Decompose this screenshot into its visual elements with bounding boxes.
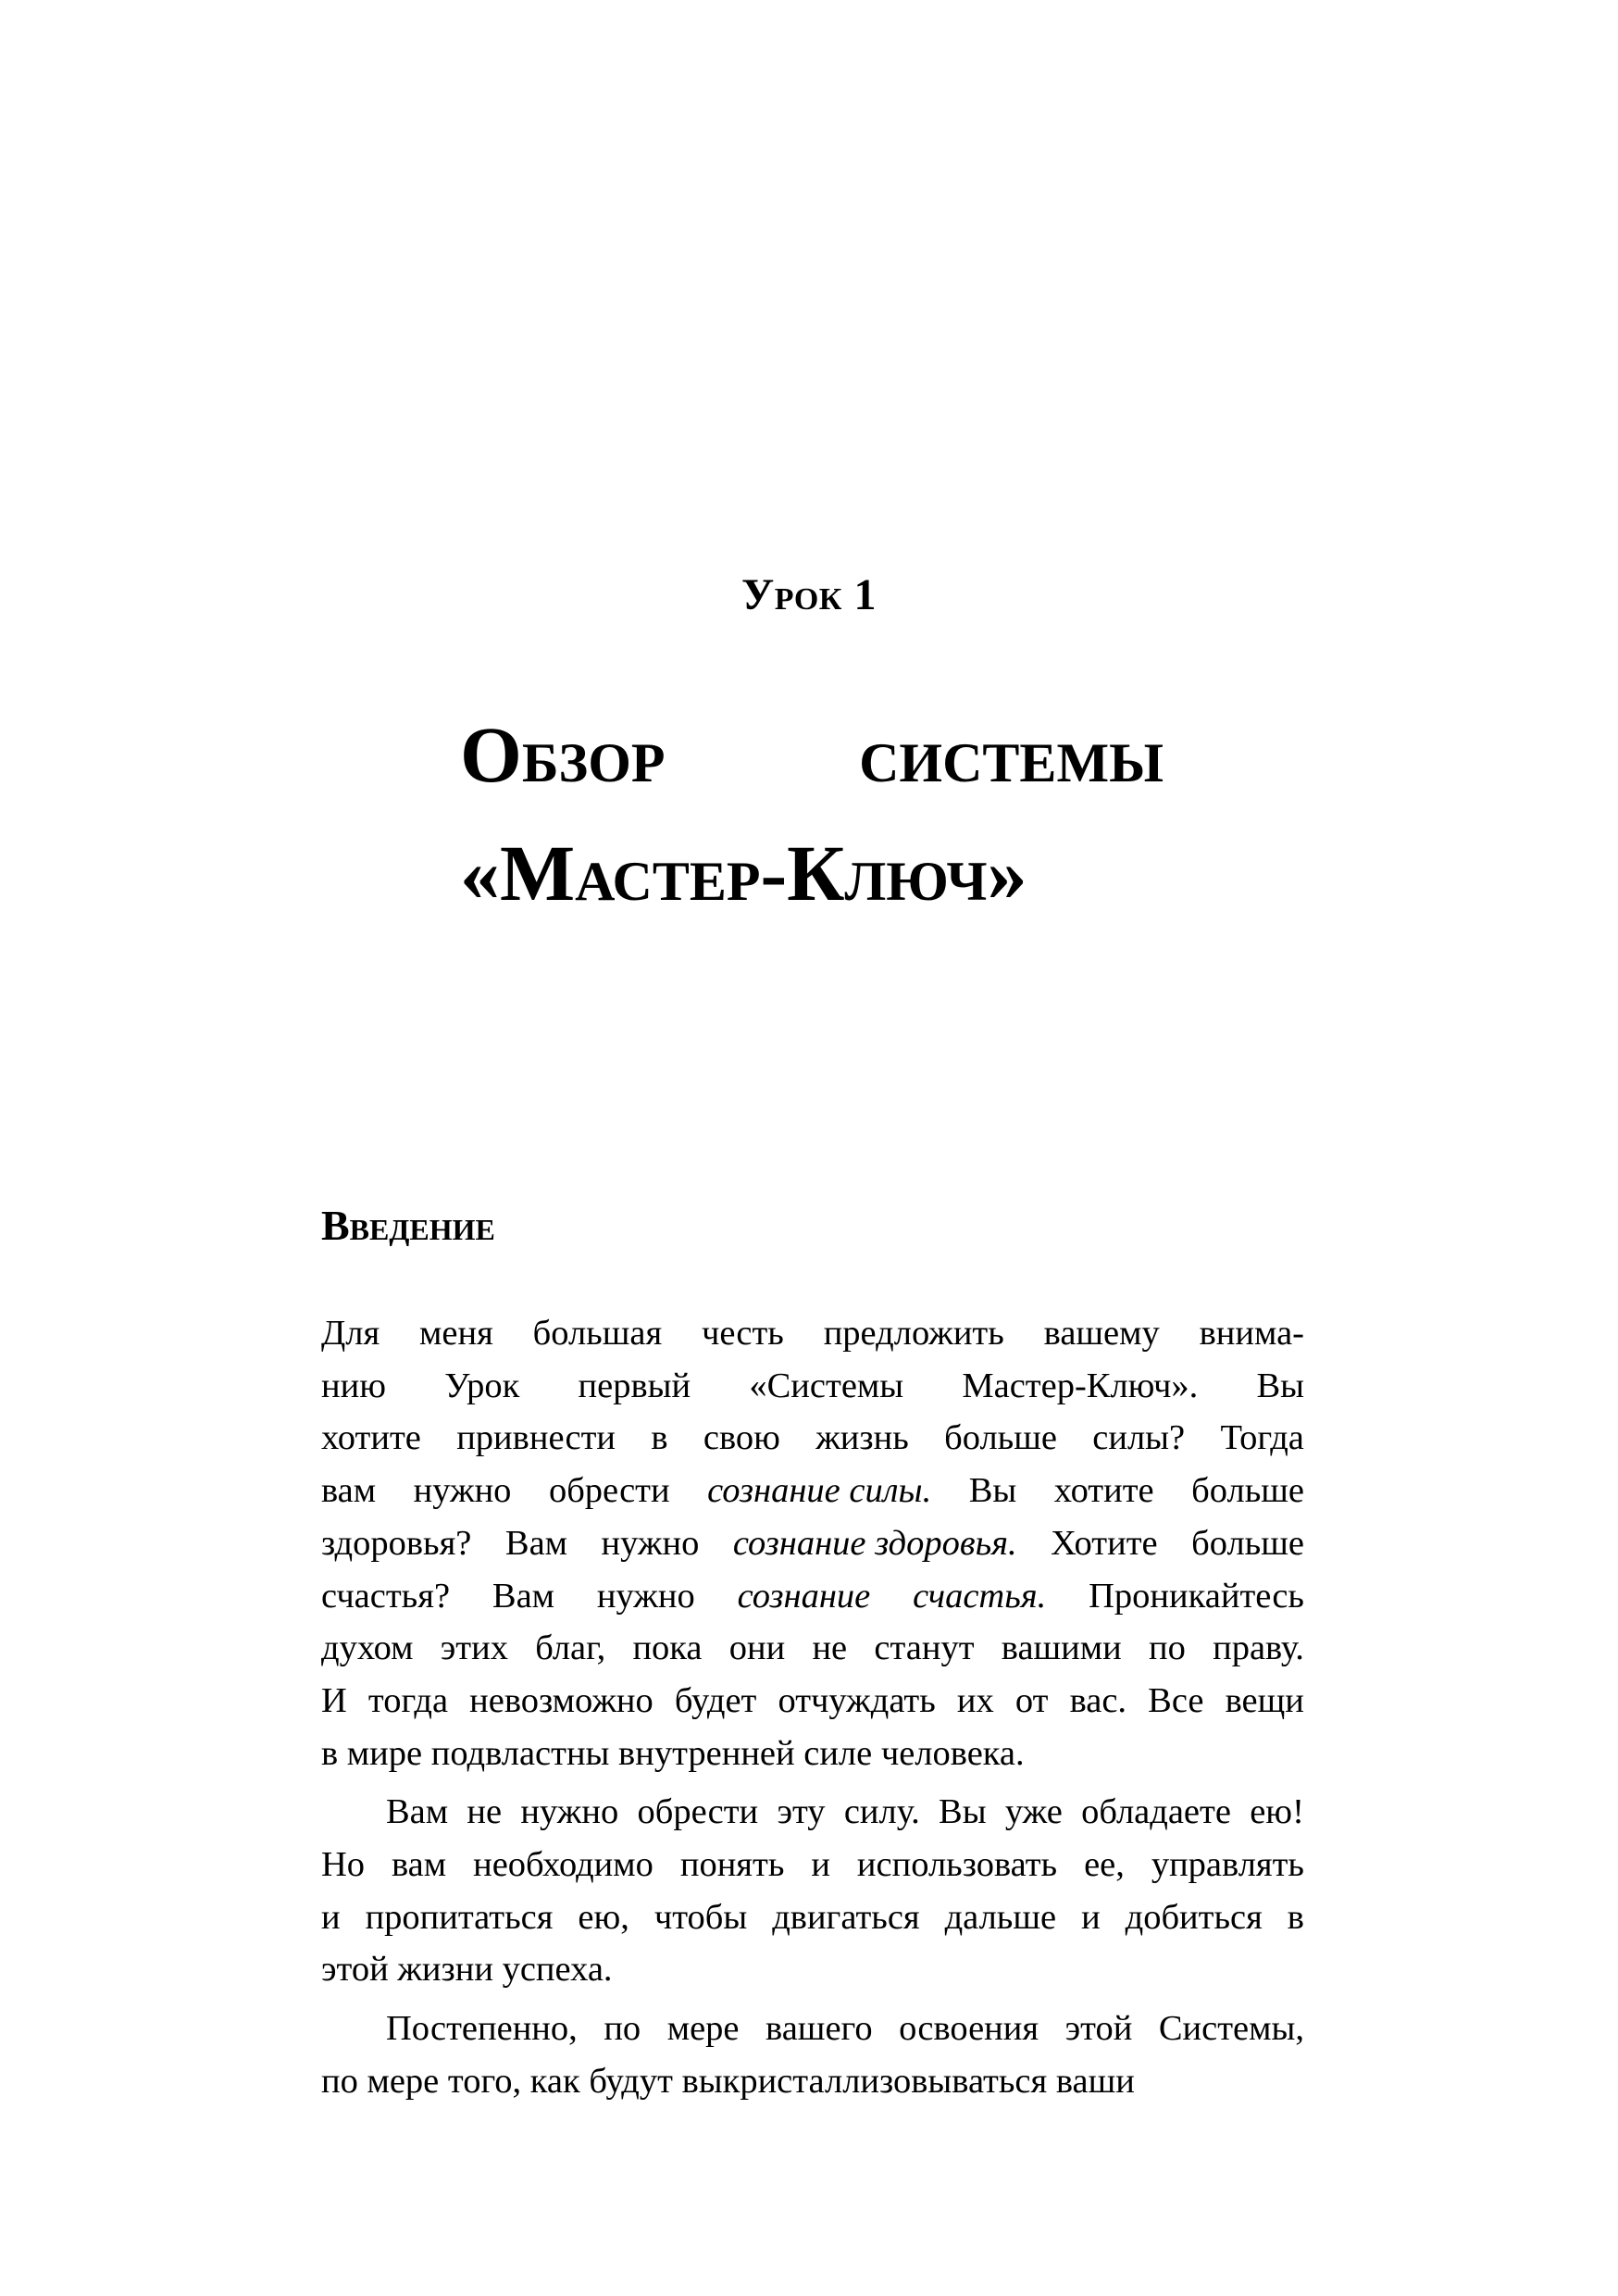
word: тогда [367, 1680, 449, 1720]
word: больше [944, 1418, 1057, 1458]
emphasis-text: счастья. [913, 1576, 1047, 1616]
text-line [321, 1360, 1304, 1413]
text-line [321, 1786, 1304, 1839]
word: хотите [321, 1418, 421, 1458]
word: от [1014, 1680, 1049, 1720]
word: в [651, 1418, 668, 1458]
word: освоения [899, 2009, 1039, 2049]
word: Постепенно, [386, 2009, 578, 2049]
word: Мастер-Ключ». [962, 1366, 1199, 1405]
text-line [321, 1307, 1304, 1360]
word: станут [874, 1628, 975, 1668]
word: счастья? [321, 1576, 451, 1616]
word: Вы [968, 1471, 1017, 1511]
line-text: этой жизни успеха. [321, 1950, 613, 1990]
word: благ, [535, 1628, 606, 1668]
word: Но [321, 1845, 366, 1885]
word: уже [1004, 1792, 1063, 1832]
word: больше [1191, 1471, 1304, 1511]
word: этой [1064, 2009, 1133, 2049]
word: добиться [1125, 1897, 1263, 1937]
paragraph-2 [321, 1786, 1304, 1996]
word: Для [321, 1314, 380, 1353]
word: понять [679, 1845, 785, 1885]
word: мере [666, 2009, 740, 2049]
lesson-label: Урок 1 [741, 570, 877, 619]
emphasis-text: сознание [737, 1576, 871, 1616]
word: и [321, 1897, 341, 1937]
word: праву. [1213, 1628, 1304, 1668]
word: предложить [823, 1314, 1004, 1353]
word: обладаете [1081, 1792, 1231, 1832]
word: Вы [1256, 1366, 1304, 1405]
word: нию [321, 1366, 386, 1405]
word: свою [703, 1418, 780, 1458]
word: пока [632, 1628, 703, 1668]
word: привнести [456, 1418, 616, 1458]
word: Проникайтесь [1089, 1576, 1304, 1616]
word: честь [701, 1314, 784, 1353]
word: не [467, 1792, 503, 1832]
title-word: системы [859, 710, 1164, 799]
text-line [321, 1465, 1304, 1517]
word: первый [578, 1366, 691, 1405]
chapter-title-line-1 [460, 710, 1164, 799]
text-line [321, 2003, 1304, 2055]
word: Вам [492, 1576, 555, 1616]
word: управлять [1151, 1845, 1304, 1885]
word: не [812, 1628, 848, 1668]
word: они [728, 1628, 786, 1668]
word: обрести [637, 1792, 759, 1832]
word: Хотите [1051, 1523, 1158, 1563]
text-line [321, 1891, 1304, 1944]
word: вашему [1043, 1314, 1160, 1353]
word: ею! [1250, 1792, 1304, 1832]
word: и [811, 1845, 830, 1885]
word: вам [392, 1845, 447, 1885]
word: чтобы [653, 1897, 748, 1937]
word: по [604, 2009, 641, 2049]
line-text: в мире подвластны внутренней силе человека. [321, 1733, 1025, 1773]
word: духом [321, 1628, 414, 1668]
text-line [321, 1728, 1304, 1780]
word: жизнь [815, 1418, 909, 1458]
word: вашего [765, 2009, 873, 2049]
word: нужно [413, 1471, 512, 1511]
word: здоровья? [321, 1523, 472, 1563]
word: Вы [939, 1792, 987, 1832]
word: двигаться [772, 1897, 920, 1937]
section-heading: Введение [321, 1202, 495, 1249]
paragraph-3 [321, 2003, 1304, 2107]
word: вас. [1069, 1680, 1127, 1720]
word: необходимо [473, 1845, 653, 1885]
word: меня [419, 1314, 493, 1353]
text-line [321, 1570, 1304, 1623]
word: Тогда [1220, 1418, 1304, 1458]
word: по [1149, 1628, 1186, 1668]
line-text: по мере того, как будут выкристаллизовываться ваши [321, 2061, 1135, 2101]
paragraph-1 [321, 1307, 1304, 1779]
word: использовать [856, 1845, 1058, 1885]
word: дальше [944, 1897, 1057, 1937]
word: нужно [520, 1792, 619, 1832]
word: вещи [1225, 1680, 1304, 1720]
word: вам [321, 1471, 377, 1511]
word: большая [532, 1314, 663, 1353]
emphasis-text: сознание здоровья. [732, 1523, 1017, 1563]
word: Урок [444, 1366, 520, 1405]
text-line [321, 1943, 1304, 1996]
word: отчуждать [778, 1680, 936, 1720]
word: больше [1191, 1523, 1304, 1563]
word: силы? [1092, 1418, 1186, 1458]
word: ее, [1084, 1845, 1125, 1885]
text-line [321, 1622, 1304, 1675]
emphasis-text: сознание силы. [707, 1471, 932, 1511]
text-line [321, 2055, 1304, 2108]
text-line [321, 1839, 1304, 1891]
word: Вам [386, 1792, 449, 1832]
body-text [321, 1307, 1304, 2108]
chapter-title-line-2: «Мастер-Ключ» [460, 829, 1027, 917]
word: этих [440, 1628, 508, 1668]
word: внима- [1199, 1314, 1304, 1353]
word: и [1081, 1897, 1101, 1937]
word: эту [777, 1792, 826, 1832]
word: Все [1148, 1680, 1204, 1720]
word: пропитаться [365, 1897, 554, 1937]
word: Системы, [1158, 2009, 1304, 2049]
text-line [321, 1675, 1304, 1728]
word: нужно [601, 1523, 700, 1563]
text-line [321, 1517, 1304, 1570]
text-line [321, 1412, 1304, 1465]
word: в [1287, 1897, 1304, 1937]
word: «Системы [749, 1366, 904, 1405]
word: невозможно [469, 1680, 653, 1720]
word: обрести [548, 1471, 670, 1511]
word: вашими [1001, 1628, 1122, 1668]
word: будет [674, 1680, 757, 1720]
word: силу. [843, 1792, 920, 1832]
word: хотите [1053, 1471, 1154, 1511]
word: их [956, 1680, 994, 1720]
title-word: Обзор [460, 710, 666, 799]
word: И [321, 1680, 347, 1720]
word: нужно [596, 1576, 695, 1616]
word: Вам [504, 1523, 568, 1563]
word: ею, [578, 1897, 629, 1937]
